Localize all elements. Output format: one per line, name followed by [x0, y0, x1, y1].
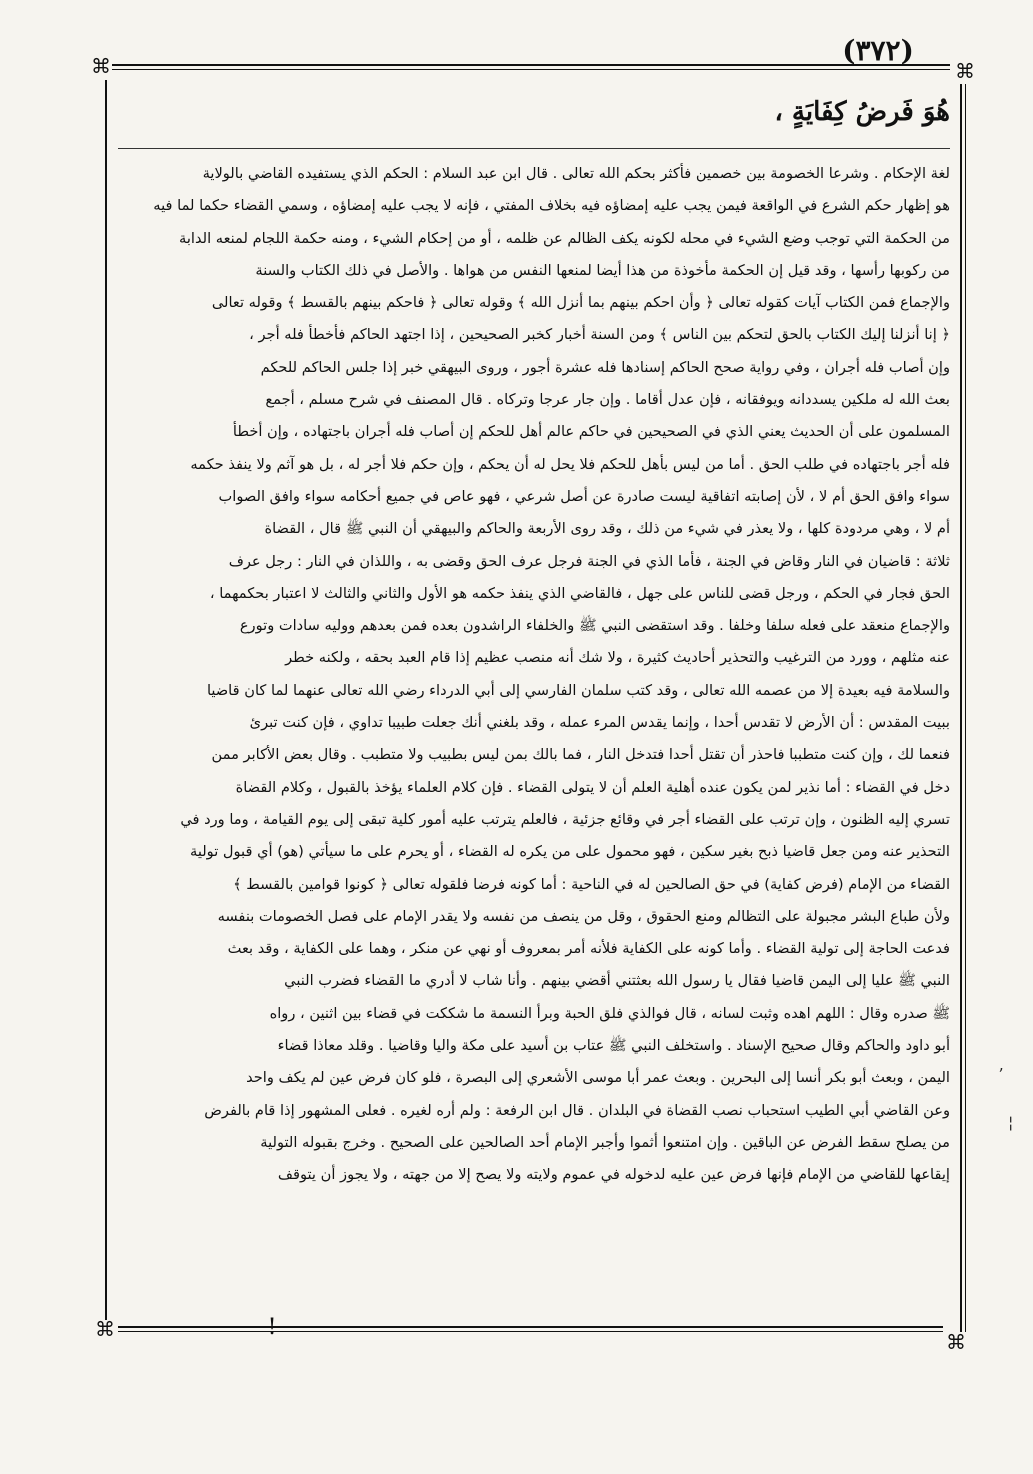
text-line: وعن القاضي أبي الطيب استحباب نصب القضاة في البلدان . قال ابن الرفعة : ولم أره لغيره . فعلى المشهور إذا قام بالفرض [204, 1101, 950, 1119]
corner-ornament-icon: ⌘ [955, 59, 975, 83]
text-line: ﷺ صدره وقال : اللهم اهده وثبت لسانه ، قال فوالذي فلق الحبة وبرأ النسمة ما شككت في قضاء بين اثنين ، رواه [269, 1004, 950, 1022]
text-line: ولأن طباع البشر مجبولة على التظالم ومنع الحقوق ، وقل من ينصف من نفسه ولا يقدر الإمام على فصل الخصومات بنفسه [217, 907, 950, 925]
text-line: عنه مثلهم ، وورد من الترغيب والتحذير أحاديث كثيرة ، ولا شك أنه منصب عظيم إذا قام العبد بحقه ، ولكنه خطر [285, 649, 950, 667]
text-line: وإن أصاب فله أجران ، وفي رواية صحح الحاكم إسنادها فله عشرة أجور ، وروى البيهقي خبر إذا جلس الحاكم للحكم [260, 358, 950, 376]
text-line: من الحكمة التي توجب وضع الشيء في محله لكونه يكف الظالم عن ظلمه ، أو من إحكام الشيء ، ومنه حكمة اللجام لمنعه الدابة [179, 229, 950, 247]
text-line: من يصلح سقط الفرض عن الباقين . وإن امتنعوا أثموا وأجبر الإمام أحد الصالحين على الصحيح . وخرج بقبوله التولية [260, 1133, 950, 1151]
frame-left-line [105, 80, 107, 1320]
text-line: ببيت المقدس : أن الأرض لا تقدس أحدا ، وإنما يقدس المرء عمله ، وقد بلغني أنك جعلت طبيبا تداوي ، فإن كنت تبرئ [249, 714, 950, 732]
corner-ornament-icon: ⌘ [95, 1317, 115, 1341]
frame-bottom-line [118, 1326, 943, 1328]
heading-separator [118, 148, 950, 149]
page-number: (٣٧٢) [842, 34, 914, 67]
text-line: التحذير عنه ومن جعل قاضيا ذبح بغير سكين ، فهو محمول على من يكره له القضاء ، أو يحرم على ما سيأتي (هو) أي قبول تولية [190, 843, 950, 861]
text-line: ﴿ إنا أنزلنا إليك الكتاب بالحق لتحكم بين الناس ﴾ ومن السنة أخبار كخبر الصحيحين ، إذا اجتهد الحاكم فأخطأ فله أجر ، [249, 326, 950, 344]
matn-heading: هُوَ فَرضُ كِفَايَةٍ ، [774, 97, 950, 127]
folio-mark: ! [267, 1315, 277, 1340]
text-line: القضاء من الإمام (فرض كفاية) في حق الصالحين له في الناحية : أما كونه فرضا فلقوله تعالى ﴿ كونوا قوامين بالقسط ﴾ [233, 875, 950, 893]
text-line: هو إظهار حكم الشرع في الواقعة فيمن يجب عليه إمضاؤه فيه بخلاف المفتي ، فإنه لا يجب عليه إمضاؤه ، وسمي القضاء حكما لما فيه [153, 197, 950, 215]
text-line: ثلاثة : قاضيان في النار وقاض في الجنة ، فأما الذي في الجنة فرجل عرف الحق وقضى به ، واللذان في النار : رجل عرف [228, 552, 950, 570]
text-line: بعث الله له ملكين يسددانه ويوفقانه ، فإن عدل أقاما . وإن جار عرجا وتركاه . قال المصنف في شرح مسلم ، أجمع [265, 391, 950, 409]
text-line: من ركوبها رأسها ، وقد قيل إن الحكمة مأخوذة من هذا أيضا لمنعها النفس من هواها . والأصل في ذلك الكتاب والسنة [255, 261, 950, 279]
text-line: فنعما لك ، وإن كنت متطببا فاحذر أن تقتل أحدا فتدخل النار ، فما بالك بمن ليس بطبيب ولا متطبب . وقال بعض الأكابر ممن [211, 746, 950, 764]
margin-mark: ¦ [1008, 1113, 1014, 1132]
text-line: فدعت الحاجة إلى تولية القضاء . وأما كونه على الكفاية فلأنه أمر بمعروف أو نهي عن منكر ، وهما على الكفاية ، وقد بعث [227, 940, 950, 958]
text-line: المسلمون على أن الحديث يعني الذي في الصحيحين في حاكم عالم أهل للحكم إن أصاب فله أجران باجتهاده ، وإن أخطأ [232, 423, 950, 441]
commentary-text [118, 158, 950, 1192]
margin-mark: ʼ [998, 1065, 1004, 1084]
text-line: فله أجر باجتهاده في طلب الحق . أما من ليس بأهل للحكم فلا يحل له أن يحكم ، وإن حكم فلا أجر له ، بل هو آثم ولا ينفذ حكمه [190, 455, 950, 473]
text-line: والإجماع فمن الكتاب آيات كقوله تعالى ﴿ وأن احكم بينهم بما أنزل الله ﴾ وقوله تعالى ﴿ فاحكم بينهم بالقسط ﴾ وقوله تعالى [211, 294, 950, 312]
frame-right-line-thin [965, 84, 966, 1332]
text-line: والسلامة فيه بعيدة إلا من عصمه الله تعالى ، وقد كتب سلمان الفارسي إلى أبي الدرداء رضي الله تعالى عنهما لما كان قاضيا [206, 681, 950, 699]
text-line: الحق فجار في الحكم ، ورجل قضى للناس على جهل ، فالقاضي الذي ينفذ حكمه هو الأول والثاني والثالث لا اعتبار بحكمهما ، [209, 584, 950, 602]
text-line: أم لا ، وهي مردودة كلها ، ولا يعذر في شيء من ذلك ، وقد روى الأربعة والحاكم والبيهقي أن النبي ﷺ قال ، القضاة [264, 520, 950, 538]
text-line: اليمن ، وبعث أبو بكر أنسا إلى البحرين . وبعث عمر أبا موسى الأشعري إلى البصرة ، فلو كان فرض عين لم يكف واحد [246, 1069, 950, 1087]
corner-ornament-icon: ⌘ [946, 1330, 966, 1354]
text-line: أبو داود والحاكم وقال صحيح الإسناد . واستخلف النبي ﷺ عتاب بن أسيد على مكة واليا وقاضيا . وقلد معاذا قضاء [277, 1037, 950, 1055]
frame-bottom-line-thin [118, 1331, 943, 1332]
text-line: سواء وافق الحق أم لا ، لأن إصابته اتفاقية ليست صادرة عن أصل شرعي ، فهو عاص في جميع أحكامه سواء وافق الصواب [218, 487, 950, 505]
text-line: إيقاعها للقاضي من الإمام فإنها فرض عين عليه لدخوله في عموم ولايته ولا يصح إلا من جهته ، ولا يجوز أن يتوقف [277, 1166, 950, 1184]
frame-right-line [960, 84, 962, 1332]
text-line: دخل في القضاء : أما نذير لمن يكون عنده أهلية العلم أن لا يتولى القضاء . فإن كلام العلماء يؤخذ بالقبول ، وكلام القضاة [235, 778, 950, 796]
corner-ornament-icon: ⌘ [91, 54, 111, 78]
frame-top-line-thin [112, 69, 950, 70]
text-line: النبي ﷺ عليا إلى اليمن قاضيا فقال يا رسول الله بعثتني أقضي بينهم . وأنا شاب لا أدري ما القضاء فضرب النبي [284, 972, 950, 990]
text-line: والإجماع منعقد على فعله سلفا وخلفا . وقد استقضى النبي ﷺ والخلفاء الراشدون بعده فمن بعدهم ووليه سادات وتورع [239, 617, 950, 635]
text-line: تسري إليه الظنون ، وإن ترتب على القضاء أجر في وقائع جزئية ، فالعلم يترتب عليه أمور كلية تبقى إلى يوم القيامة ، وما ورد في [180, 810, 950, 828]
text-line: لغة الإحكام . وشرعا الخصومة بين خصمين فأكثر بحكم الله تعالى . قال ابن عبد السلام : الحكم الذي يستفيده القاضي بالولاية [202, 165, 950, 182]
